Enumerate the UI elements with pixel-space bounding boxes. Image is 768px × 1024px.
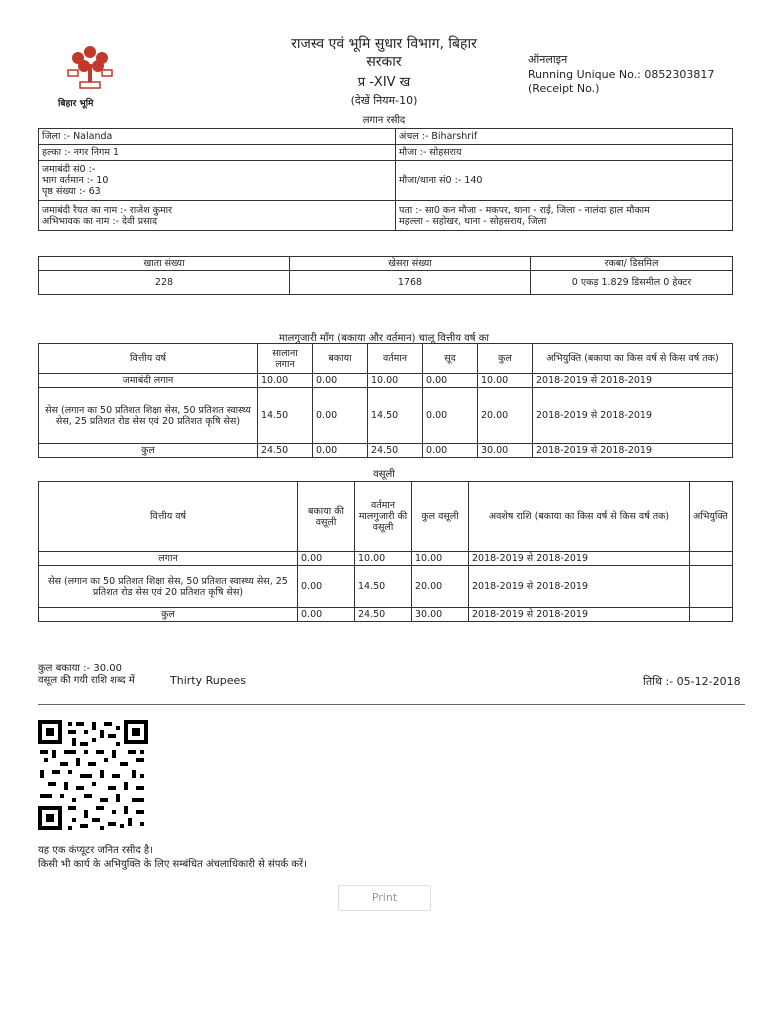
qr-code xyxy=(36,718,150,832)
table-cell: 0.00 xyxy=(298,566,355,608)
collection-section-title: वसूली xyxy=(373,469,395,480)
table-cell: 14.50 xyxy=(258,388,313,444)
jamabandi-details: जमाबंदी सं0 :- भाग वर्तमान :- 10 पृष्ठ संख्या :- 63 xyxy=(39,161,396,201)
khata-header: खाता संख्या xyxy=(39,257,290,271)
table-cell: 2018-2019 से 2018-2019 xyxy=(533,374,733,388)
table-header: वित्तीय वर्ष xyxy=(39,344,258,374)
form-number: प्र -XIV ख xyxy=(357,75,411,90)
table-cell: 20.00 xyxy=(412,566,469,608)
table-row: सेस (लगान का 50 प्रतिशत शिक्षा सेस, 50 प्रतिशत स्वास्थ्य सेस, 25 प्रतिशत रोड सेस एवं 20 प्रतिशत कृषि सेस) xyxy=(39,388,258,444)
table-header: सूद xyxy=(423,344,478,374)
table-cell: 20.00 xyxy=(478,388,533,444)
contact-note: किसी भी कार्य के अभियुक्ति के लिए सम्बंधित अंचलाधिकारी से संपर्क करें। xyxy=(38,859,307,870)
table-cell: 30.00 xyxy=(412,608,469,622)
table-header: अभियुक्ति xyxy=(690,482,733,552)
table-cell: 0.00 xyxy=(313,388,368,444)
thana-number: मौजा/थाना सं0 :- 140 xyxy=(396,161,733,201)
district: जिला :- Nalanda xyxy=(39,129,396,145)
table-row: सेस (लगान का 50 प्रतिशत शिक्षा सेस, 50 प्रतिशत स्वास्थ्य सेस, 25 प्रतिशत रोड सेस एवं 20 प्रतिशत कृषि सेस) xyxy=(39,566,298,608)
table-header: अवशेष राशि (बकाया का किस वर्ष से किस वर्ष तक) xyxy=(469,482,690,552)
divider xyxy=(38,704,745,705)
rule-ref: (देखें नियम-10) xyxy=(350,94,418,107)
table-header: बकाया xyxy=(313,344,368,374)
info-table xyxy=(38,128,733,231)
collection-table xyxy=(38,481,733,622)
dept-title: राजस्व एवं भूमि सुधार विभाग, बिहार xyxy=(291,36,477,52)
table-header: वित्तीय वर्ष xyxy=(39,482,298,552)
table-cell: 2018-2019 से 2018-2019 xyxy=(469,552,690,566)
rakba-header: रकबा/ डिसमिल xyxy=(531,257,733,271)
computer-generated-note: यह एक कंप्यूटर जनित रसीद है। xyxy=(38,845,153,856)
online-label: ऑनलाइन xyxy=(528,53,568,66)
demand-section-title: मालगुजारी माँग (बकाया और वर्तमान) चालू वित्तीय वर्ष का xyxy=(279,333,489,344)
table-cell: 24.50 xyxy=(258,444,313,458)
table-cell xyxy=(690,608,733,622)
table-header: सालाना लगान xyxy=(258,344,313,374)
table-cell: 10.00 xyxy=(368,374,423,388)
table-cell: 10.00 xyxy=(355,552,412,566)
table-header: वर्तमान मालगुजारी की वसूली xyxy=(355,482,412,552)
amount-words-label: वसूल की गयी राशि शब्द में xyxy=(38,675,135,686)
table-cell: 0.00 xyxy=(313,444,368,458)
table-cell: 2018-2019 से 2018-2019 xyxy=(469,566,690,608)
table-cell: 10.00 xyxy=(478,374,533,388)
govt-title: सरकार xyxy=(366,54,402,70)
unique-number: Running Unique No.: 0852303817 xyxy=(528,68,715,81)
circle: अंचल :- Biharshrif xyxy=(396,129,733,145)
rakba-value: 0 एकड़ 1.829 डिसमील 0 हेक्टर xyxy=(531,271,733,295)
table-cell xyxy=(690,552,733,566)
khata-value: 228 xyxy=(39,271,290,295)
table-row: लगान xyxy=(39,552,298,566)
table-cell: 10.00 xyxy=(258,374,313,388)
table-header: कुल वसूली xyxy=(412,482,469,552)
table-header: अभियुक्ति (बकाया का किस वर्ष से किस वर्ष तक) xyxy=(533,344,733,374)
khesra-value: 1768 xyxy=(290,271,531,295)
halka: हल्का :- नगर निगम 1 xyxy=(39,145,396,161)
table-row: जमाबंदी लगान xyxy=(39,374,258,388)
table-cell: 0.00 xyxy=(423,374,478,388)
table-cell: 24.50 xyxy=(368,444,423,458)
raiyat-details: जमाबंदी रैयत का नाम :- राजेश कुमार अभिभावक का नाम :- देवी प्रसाद xyxy=(39,201,396,231)
bihar-bhumi-logo: बिहार भूमि xyxy=(62,40,122,110)
table-cell: 2018-2019 से 2018-2019 xyxy=(533,388,733,444)
table-header: बकाया की वसूली xyxy=(298,482,355,552)
amount-words: Thirty Rupees xyxy=(170,674,246,687)
table-cell: 0.00 xyxy=(313,374,368,388)
table-cell: 0.00 xyxy=(298,552,355,566)
table-cell: 2018-2019 से 2018-2019 xyxy=(469,608,690,622)
table-header: कुल xyxy=(478,344,533,374)
mauza: मौजा :- सोहसराय xyxy=(396,145,733,161)
table-cell: 0.00 xyxy=(423,444,478,458)
table-cell: 14.50 xyxy=(355,566,412,608)
receipt-title: लगान रसीद xyxy=(362,115,406,126)
address: पता :- सा0 कन मौजा - मकपर, थाना - राई, जिला - नालंदा हाल मौकाम महल्ला - सहोखर, थाना - सोहसराय, जिला xyxy=(396,201,733,231)
table-row: कुल xyxy=(39,608,298,622)
table-cell: 0.00 xyxy=(298,608,355,622)
table-cell: 30.00 xyxy=(478,444,533,458)
demand-table xyxy=(38,343,733,458)
table-cell: 2018-2019 से 2018-2019 xyxy=(533,444,733,458)
table-header: वर्तमान xyxy=(368,344,423,374)
khata-table xyxy=(38,256,733,295)
table-cell: 14.50 xyxy=(368,388,423,444)
table-cell: 0.00 xyxy=(423,388,478,444)
total-due: कुल बकाया :- 30.00 xyxy=(38,663,122,674)
khesra-header: खेसरा संख्या xyxy=(290,257,531,271)
receipt-date: तिथि :- 05-12-2018 xyxy=(643,675,741,688)
receipt-number-label: (Receipt No.) xyxy=(528,82,600,95)
table-cell xyxy=(690,566,733,608)
table-cell: 24.50 xyxy=(355,608,412,622)
table-cell: 10.00 xyxy=(412,552,469,566)
table-row: कुल xyxy=(39,444,258,458)
print-button[interactable]: Print xyxy=(338,885,431,911)
